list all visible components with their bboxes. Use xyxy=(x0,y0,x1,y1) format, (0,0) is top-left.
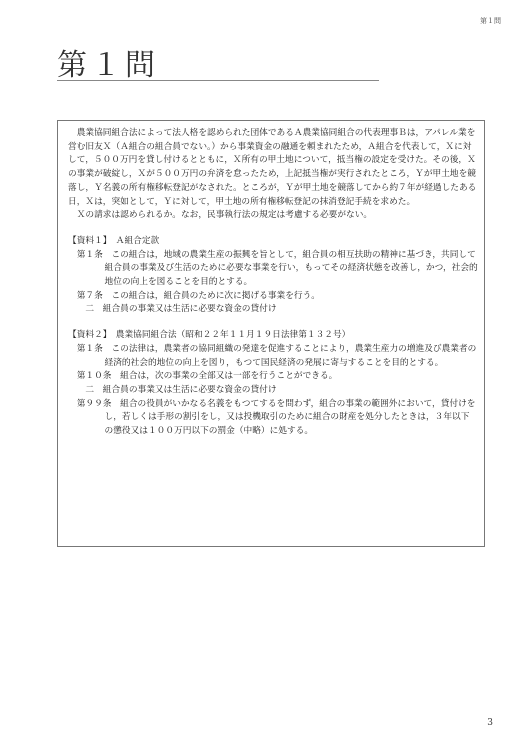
spacer xyxy=(68,317,478,329)
resource-2-article-1: 第１条 この法律は，農業者の協同組織の発達を促進することにより，農業生産力の増進及び農業者の経済的社会的地位の向上を図り，もつて国民経済の発展に寄与することを目的とする。 xyxy=(76,343,477,368)
resource-2-article-10: 第１０条 組合は，次の事業の全部又は一部を行うことができる。 xyxy=(76,371,338,382)
resource-1-article-1: 第１条 この組合は，地域の農業生産の振興を旨として，組合員の相互扶助の精神に基づき，共同して組合員の事業及び生活のために必要な事業を行い，もってその経済状態を改善し，かつ，社会的地位の向上を図ることを目的とする。 xyxy=(76,249,478,288)
title-underline xyxy=(57,80,379,81)
page-number: 3 xyxy=(487,718,493,728)
resource-1-item-2: 二 組合員の事業又は生活に必要な資金の貸付け xyxy=(85,304,277,315)
problem-paragraph-2: Ｘの請求は認められるか。なお，民事執行法の規定は考慮する必要がない。 xyxy=(76,210,373,221)
resource-1-heading: 【資料１】 Ａ組合定款 xyxy=(68,235,160,246)
resource-2-item-2: 二 組合員の事業又は生活に必要な資金の貸付け xyxy=(85,384,277,395)
resource-2-heading: 【資料２】 農業協同組合法（昭和２２年１１月１９日法律第１３２号） xyxy=(68,330,351,341)
running-header: 第１問 xyxy=(480,17,501,25)
resource-2-article-99: 第９９条 組合の役員がいかなる名義をもつてするを問わず，組合の事業の範囲外において，貸付けをし，若しくは手形の割引をし，又は投機取引のために組合の財産を処分したときは，３年以下の懲役又は１００万円以下の罰金（中略）に処する。 xyxy=(76,398,476,437)
problem-box xyxy=(57,120,485,547)
resource-1-article-7: 第７条 この組合は，組合員のために次に掲げる事業を行う。 xyxy=(76,290,320,301)
spacer xyxy=(68,223,478,235)
page-title: 第１問 xyxy=(57,48,159,83)
problem-paragraph-1: 農業協同組合法によって法人格を認められた団体であるＡ農業協同組合の代表理事Ｂは，アパレル業を営む旧友Ｘ（Ａ組合の組合員でない。）から事業資金の融通を頼まれたため，Ａ組合を代表して，Ｘに対して，５００万円を貸し付けるとともに，Ｘ所有の甲土地について，抵当権の設定を受けた。その後，Ｘの事業が破綻し，Ｘが５００万円の弁済を怠ったため，上記抵当権が実行されたところ，Ｙが甲土地を競落し，Ｙ名義の所有権移転登記がなされた。ところが，Ｙが甲土地を競落してから約７年が経過したある日，Ｘは，突如として，Ｙに対して，甲土地の所有権移転登記の抹消登記手続を求めた。 xyxy=(68,128,477,207)
